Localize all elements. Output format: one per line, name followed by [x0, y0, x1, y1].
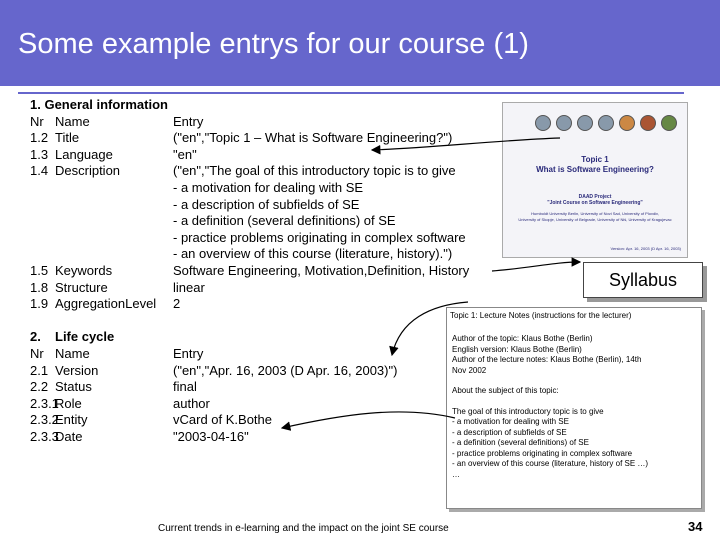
notes-goal-line: … [452, 469, 460, 479]
slide-title: Some example entrys for our course (1) [18, 28, 529, 60]
notes-meta-line: Nov 2002 [452, 365, 487, 375]
row-name: Description [55, 163, 121, 179]
row-name: Role [55, 395, 82, 411]
notes-meta-line: Author of the topic: Klaus Bothe (Berlin) [452, 334, 593, 343]
row-nr: 1.3 [30, 146, 49, 162]
row-nr: 1.2 [30, 130, 49, 146]
lecture-notes-header: Topic 1: Lecture Notes (instructions for the lecturer) [450, 311, 632, 320]
thumbnail-version: Version: Apr. 16, 2003 (D Apr. 16, 2003) [610, 246, 681, 251]
row-name: Entity [55, 412, 88, 428]
description-line: - practice problems originating in complex software [173, 229, 466, 245]
row-name: Version [55, 362, 99, 378]
row-entry: final [173, 379, 197, 395]
thumbnail-small-line2: University of Skopje, University of Belgrade, University of Niš, University of Kragujevac [518, 217, 672, 222]
col-name: Name [55, 113, 90, 129]
notes-goal-line: - an overview of this course (literature, history of SE …) [452, 459, 649, 468]
col-entry: Entry [173, 345, 204, 361]
row-nr: 2.3.3 [30, 428, 59, 444]
row-nr: 1.8 [30, 279, 49, 295]
row-entry: vCard of K.Bothe [173, 412, 272, 428]
col-nr: Nr [30, 345, 44, 361]
arrow-keywords-to-syllabus [492, 262, 580, 271]
thumbnail-project-line1: DAAD Project [578, 194, 612, 200]
row-name: Structure [55, 279, 108, 295]
thumbnail-title-line2: What is Software Engineering? [536, 165, 654, 174]
row-entry: "en" [173, 146, 197, 162]
page-number: 34 [688, 519, 703, 534]
row-entry: Software Engineering, Motivation,Definition, History [173, 262, 470, 278]
row-name: Language [55, 146, 113, 162]
description-line: - an overview of this course (literature, history).") [173, 246, 453, 262]
description-line: - a motivation for dealing with SE [173, 179, 364, 195]
thumbnail-project-line2: "Joint Course on Software Engineering" [547, 200, 643, 206]
row-nr: 2.1 [30, 362, 49, 378]
row-name: Title [55, 130, 80, 146]
col-entry: Entry [173, 113, 204, 129]
thumbnail-title-line1: Topic 1 [581, 155, 609, 164]
row-entry: author [173, 395, 210, 411]
notes-goal-line: - a motivation for dealing with SE [452, 417, 569, 426]
notes-goal-line: - a description of subfields of SE [452, 427, 567, 437]
col-name: Name [55, 345, 90, 361]
row-entry: "2003-04-16" [173, 428, 249, 444]
arrow-notes-to-vcard [282, 412, 455, 428]
notes-goal-line: - practice problems originating in complex software [452, 448, 633, 458]
row-name: Status [55, 379, 92, 395]
row-name: Date [55, 428, 83, 444]
row-entry: linear [173, 279, 205, 295]
row-entry: 2 [173, 296, 181, 312]
row-entry: ("en","The goal of this introductory topic is to give [173, 163, 456, 179]
general-heading: 1. General information [30, 97, 168, 112]
arrow-title-to-thumbnail [372, 138, 560, 150]
arrow-notes-to-description [392, 302, 468, 355]
description-line: - a description of subfields of SE [173, 196, 360, 212]
row-name: AggregationLevel [55, 296, 157, 312]
row-nr: 1.5 [30, 262, 49, 278]
row-nr: 2.3.2 [30, 412, 59, 428]
lifecycle-heading-num: 2. [30, 329, 41, 345]
description-line: - a definition (several definitions) of SE [173, 213, 396, 229]
notes-meta-line: English version: Klaus Bothe (Berlin) [452, 344, 582, 354]
lifecycle-heading: Life cycle [55, 329, 115, 345]
row-nr: 1.4 [30, 163, 49, 179]
col-nr: Nr [30, 113, 44, 129]
footer-text: Current trends in e-learning and the impact on the joint SE course [158, 523, 449, 534]
row-nr: 2.2 [30, 379, 49, 395]
row-name: Keywords [55, 262, 113, 278]
thumbnail-small-line1: Humboldt University Berlin, University of Novi Sad, University of Plovdiv, [531, 211, 659, 216]
notes-goal-line: The goal of this introductory topic is to give [452, 406, 604, 416]
row-nr: 1.9 [30, 296, 49, 312]
row-entry: ("en","Apr. 16, 2003 (D Apr. 16, 2003)") [173, 362, 398, 378]
notes-goal-line: - a definition (several definitions) of SE [452, 438, 589, 447]
row-nr: 2.3.1 [30, 395, 59, 411]
notes-meta-line: Author of the lecture notes: Klaus Bothe (Berlin), 14th [452, 355, 642, 364]
notes-subject-label: About the subject of this topic: [452, 386, 559, 395]
row-entry: ("en","Topic 1 – What is Software Engineering?") [173, 130, 453, 146]
syllabus-label: Syllabus [608, 269, 678, 290]
